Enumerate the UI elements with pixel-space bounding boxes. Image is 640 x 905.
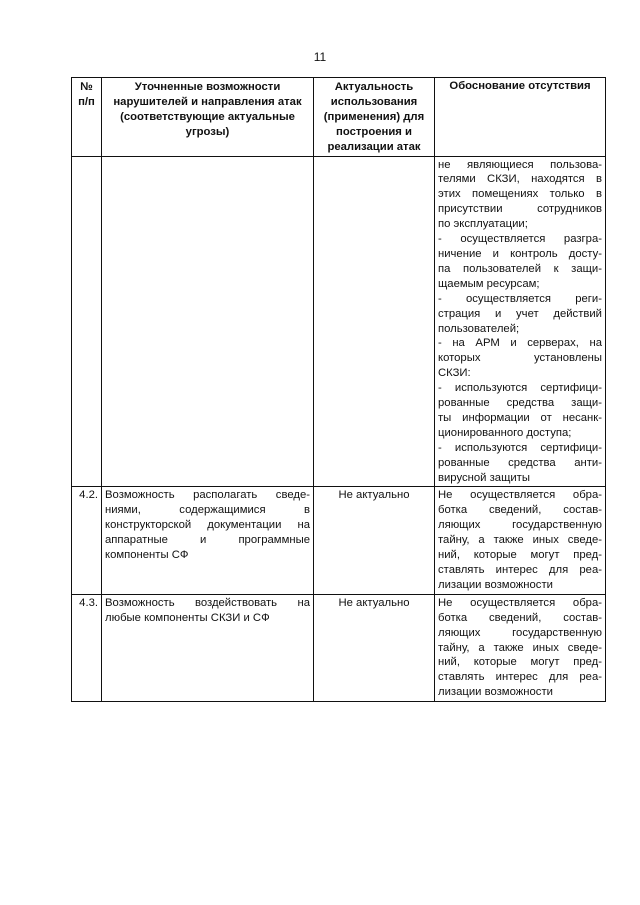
text-line: щаемым ресурсам; bbox=[438, 277, 540, 290]
row-relevance: Не актуально bbox=[314, 487, 435, 594]
text-line: ботка сведений, состав- bbox=[438, 611, 602, 624]
text-line: рованные средства анти- bbox=[438, 456, 602, 469]
text-line: ставлять интерес для реа- bbox=[438, 564, 602, 576]
row-justification bbox=[435, 487, 606, 594]
table-row bbox=[72, 487, 606, 594]
text-line: лизации возможности bbox=[438, 578, 553, 591]
row-num: 4.2. bbox=[72, 487, 102, 594]
text-line: - осуществляется разгра- bbox=[438, 233, 602, 246]
text-line: ционированного доступа; bbox=[438, 426, 572, 439]
text-line: ботка сведений, состав- bbox=[438, 504, 602, 517]
text-line: не являющиеся пользова- bbox=[438, 158, 602, 171]
text-line: лизации возможности bbox=[438, 686, 553, 699]
text-line: ний, которые могут пред- bbox=[438, 656, 602, 669]
row-capability bbox=[102, 487, 314, 594]
text-line: ничение и контроль досту- bbox=[438, 247, 602, 260]
text-line: компоненты СФ bbox=[105, 549, 189, 562]
row-justification bbox=[435, 156, 606, 487]
text-line: страция и учет действий bbox=[438, 307, 602, 320]
threat-table bbox=[71, 77, 606, 702]
text-line: ляющих государственную bbox=[438, 626, 602, 639]
table-row bbox=[72, 156, 606, 487]
text-line: этих помещениях только в bbox=[438, 188, 602, 201]
table-row bbox=[72, 594, 606, 701]
text-line: - на АРМ и серверах, на bbox=[438, 337, 602, 350]
header-capability: Уточненные возможности нарушителей и направления атак (соответствующие актуальные угрозы) bbox=[102, 78, 314, 157]
text-line: Не осуществляется обра- bbox=[438, 489, 602, 502]
text-line: рованные средства защи- bbox=[438, 397, 602, 410]
text-line: Возможность располагать сведе- bbox=[105, 489, 310, 502]
text-line: ниями, содержащимися в bbox=[105, 504, 310, 517]
row-relevance: Не актуально bbox=[314, 594, 435, 701]
text-line: Не осуществляется обра- bbox=[438, 596, 602, 609]
row-num bbox=[72, 156, 102, 487]
text-line: - используются сертифици- bbox=[438, 441, 602, 454]
text-line: ляющих государственную bbox=[438, 519, 602, 532]
row-justification bbox=[435, 594, 606, 701]
text-line: вирусной защиты bbox=[438, 471, 530, 484]
text-line: тайну, а также иных сведе- bbox=[438, 641, 602, 654]
text-line: па пользователей к защи- bbox=[438, 262, 602, 275]
text-line: конструкторской документации на bbox=[105, 519, 310, 532]
table-header-row bbox=[72, 78, 606, 157]
text-line: ставлять интерес для реа- bbox=[438, 671, 602, 684]
text-line: телями СКЗИ, находятся в bbox=[438, 173, 602, 186]
text-line: - осуществляется реги- bbox=[438, 292, 602, 305]
text-line: ний, которые могут пред- bbox=[438, 549, 602, 562]
text-line: которых установлены bbox=[438, 352, 602, 365]
header-justification: Обоснование отсутствия bbox=[435, 78, 606, 157]
text-line: аппаратные и программные bbox=[105, 534, 310, 547]
text-line: тайну, а также иных сведе- bbox=[438, 534, 602, 547]
header-relevance: Актуальность использования (применения) для построения и реализации атак bbox=[314, 78, 435, 157]
text-line: - используются сертифици- bbox=[438, 382, 602, 395]
text-line: любые компоненты СКЗИ и СФ bbox=[105, 611, 270, 624]
row-relevance bbox=[314, 156, 435, 487]
text-line: ты информации от несанк- bbox=[438, 411, 602, 424]
text-line: пользователей; bbox=[438, 322, 520, 335]
page-number: 11 bbox=[313, 50, 327, 64]
text-line: СКЗИ: bbox=[438, 367, 471, 380]
row-capability bbox=[102, 156, 314, 487]
header-num: № п/п bbox=[72, 78, 102, 157]
text-line: присутствии сотрудников bbox=[438, 203, 602, 216]
text-line: Возможность воздействовать на bbox=[105, 596, 310, 609]
text-line: по эксплуатации; bbox=[438, 218, 528, 231]
row-num: 4.3. bbox=[72, 594, 102, 701]
row-capability bbox=[102, 594, 314, 701]
